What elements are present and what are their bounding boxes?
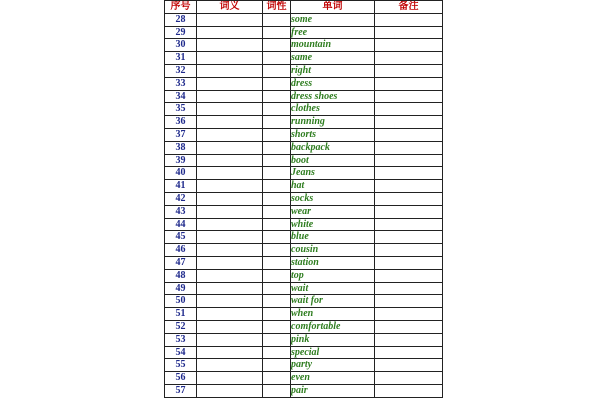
word-cell: shorts <box>291 128 375 141</box>
row-number: 38 <box>165 141 197 154</box>
part-of-speech-cell[interactable] <box>263 384 291 397</box>
notes-cell[interactable] <box>375 39 443 52</box>
meaning-cell[interactable] <box>197 167 263 180</box>
notes-cell[interactable] <box>375 308 443 321</box>
row-number: 52 <box>165 320 197 333</box>
word-cell: socks <box>291 192 375 205</box>
word-cell: comfortable <box>291 320 375 333</box>
table-row <box>165 128 443 141</box>
notes-cell[interactable] <box>375 333 443 346</box>
row-number: 37 <box>165 128 197 141</box>
table-row <box>165 52 443 65</box>
notes-cell[interactable] <box>375 384 443 397</box>
meaning-cell[interactable] <box>197 205 263 218</box>
word-cell: cousin <box>291 244 375 257</box>
table-row <box>165 282 443 295</box>
table-row <box>165 231 443 244</box>
table-row <box>165 192 443 205</box>
word-cell: pair <box>291 384 375 397</box>
part-of-speech-cell[interactable] <box>263 116 291 129</box>
meaning-cell[interactable] <box>197 269 263 282</box>
meaning-cell[interactable] <box>197 52 263 65</box>
table-header-row <box>165 1 443 14</box>
part-of-speech-cell[interactable] <box>263 218 291 231</box>
row-number: 32 <box>165 64 197 77</box>
vocabulary-sheet <box>164 0 443 398</box>
word-cell: when <box>291 308 375 321</box>
notes-cell[interactable] <box>375 103 443 116</box>
meaning-cell[interactable] <box>197 154 263 167</box>
row-number: 33 <box>165 77 197 90</box>
table-row <box>165 218 443 231</box>
notes-cell[interactable] <box>375 90 443 103</box>
table-row <box>165 384 443 397</box>
word-cell: right <box>291 64 375 77</box>
row-number: 35 <box>165 103 197 116</box>
table-row <box>165 64 443 77</box>
meaning-cell[interactable] <box>197 39 263 52</box>
table-row <box>165 26 443 39</box>
meaning-cell[interactable] <box>197 359 263 372</box>
meaning-cell[interactable] <box>197 308 263 321</box>
table-row <box>165 39 443 52</box>
row-number: 56 <box>165 372 197 385</box>
part-of-speech-cell[interactable] <box>263 231 291 244</box>
notes-cell[interactable] <box>375 13 443 26</box>
word-cell: even <box>291 372 375 385</box>
table-row <box>165 167 443 180</box>
table-row <box>165 256 443 269</box>
notes-cell[interactable] <box>375 26 443 39</box>
table-row <box>165 154 443 167</box>
table-row <box>165 13 443 26</box>
notes-cell[interactable] <box>375 372 443 385</box>
meaning-cell[interactable] <box>197 231 263 244</box>
row-number: 54 <box>165 346 197 359</box>
word-cell: hat <box>291 180 375 193</box>
meaning-cell[interactable] <box>197 218 263 231</box>
table-row <box>165 359 443 372</box>
part-of-speech-cell[interactable] <box>263 359 291 372</box>
row-number: 51 <box>165 308 197 321</box>
table-row <box>165 333 443 346</box>
meaning-cell[interactable] <box>197 384 263 397</box>
meaning-cell[interactable] <box>197 90 263 103</box>
meaning-cell[interactable] <box>197 141 263 154</box>
notes-cell[interactable] <box>375 128 443 141</box>
notes-cell[interactable] <box>375 359 443 372</box>
notes-cell[interactable] <box>375 295 443 308</box>
meaning-cell[interactable] <box>197 295 263 308</box>
table-row <box>165 269 443 282</box>
row-number: 30 <box>165 39 197 52</box>
meaning-cell[interactable] <box>197 333 263 346</box>
meaning-cell[interactable] <box>197 77 263 90</box>
notes-cell[interactable] <box>375 77 443 90</box>
word-cell: clothes <box>291 103 375 116</box>
word-cell: pink <box>291 333 375 346</box>
row-number: 42 <box>165 192 197 205</box>
word-cell: special <box>291 346 375 359</box>
meaning-cell[interactable] <box>197 320 263 333</box>
header-number: 序号 <box>165 1 197 14</box>
table-row <box>165 141 443 154</box>
part-of-speech-cell[interactable] <box>263 64 291 77</box>
meaning-cell[interactable] <box>197 192 263 205</box>
table-row <box>165 372 443 385</box>
meaning-cell[interactable] <box>197 116 263 129</box>
notes-cell[interactable] <box>375 64 443 77</box>
notes-cell[interactable] <box>375 154 443 167</box>
row-number: 36 <box>165 116 197 129</box>
part-of-speech-cell[interactable] <box>263 39 291 52</box>
word-cell: dress <box>291 77 375 90</box>
row-number: 47 <box>165 256 197 269</box>
notes-cell[interactable] <box>375 320 443 333</box>
word-cell: station <box>291 256 375 269</box>
part-of-speech-cell[interactable] <box>263 282 291 295</box>
word-cell: white <box>291 218 375 231</box>
row-number: 41 <box>165 180 197 193</box>
part-of-speech-cell[interactable] <box>263 205 291 218</box>
notes-cell[interactable] <box>375 52 443 65</box>
part-of-speech-cell[interactable] <box>263 154 291 167</box>
meaning-cell[interactable] <box>197 103 263 116</box>
notes-cell[interactable] <box>375 282 443 295</box>
table-row <box>165 244 443 257</box>
meaning-cell[interactable] <box>197 372 263 385</box>
notes-cell[interactable] <box>375 218 443 231</box>
vocabulary-table <box>164 0 443 398</box>
notes-cell[interactable] <box>375 244 443 257</box>
meaning-cell[interactable] <box>197 13 263 26</box>
table-row <box>165 205 443 218</box>
word-cell: backpack <box>291 141 375 154</box>
row-number: 28 <box>165 13 197 26</box>
part-of-speech-cell[interactable] <box>263 13 291 26</box>
part-of-speech-cell[interactable] <box>263 269 291 282</box>
row-number: 46 <box>165 244 197 257</box>
row-number: 43 <box>165 205 197 218</box>
word-cell: running <box>291 116 375 129</box>
notes-cell[interactable] <box>375 167 443 180</box>
notes-cell[interactable] <box>375 141 443 154</box>
row-number: 29 <box>165 26 197 39</box>
word-cell: boot <box>291 154 375 167</box>
word-cell: party <box>291 359 375 372</box>
row-number: 44 <box>165 218 197 231</box>
notes-cell[interactable] <box>375 231 443 244</box>
row-number: 34 <box>165 90 197 103</box>
row-number: 45 <box>165 231 197 244</box>
row-number: 48 <box>165 269 197 282</box>
part-of-speech-cell[interactable] <box>263 192 291 205</box>
table-row <box>165 295 443 308</box>
part-of-speech-cell[interactable] <box>263 77 291 90</box>
meaning-cell[interactable] <box>197 128 263 141</box>
table-row <box>165 90 443 103</box>
table-row <box>165 346 443 359</box>
table-body <box>165 13 443 397</box>
word-cell: wait for <box>291 295 375 308</box>
part-of-speech-cell[interactable] <box>263 295 291 308</box>
word-cell: blue <box>291 231 375 244</box>
header-part-of-speech: 词性 <box>263 1 291 14</box>
row-number: 57 <box>165 384 197 397</box>
part-of-speech-cell[interactable] <box>263 26 291 39</box>
word-cell: top <box>291 269 375 282</box>
notes-cell[interactable] <box>375 256 443 269</box>
part-of-speech-cell[interactable] <box>263 244 291 257</box>
notes-cell[interactable] <box>375 205 443 218</box>
meaning-cell[interactable] <box>197 256 263 269</box>
part-of-speech-cell[interactable] <box>263 256 291 269</box>
row-number: 55 <box>165 359 197 372</box>
part-of-speech-cell[interactable] <box>263 128 291 141</box>
meaning-cell[interactable] <box>197 26 263 39</box>
meaning-cell[interactable] <box>197 346 263 359</box>
header-word: 单词 <box>291 1 375 14</box>
word-cell: mountain <box>291 39 375 52</box>
word-cell: some <box>291 13 375 26</box>
row-number: 39 <box>165 154 197 167</box>
part-of-speech-cell[interactable] <box>263 308 291 321</box>
notes-cell[interactable] <box>375 346 443 359</box>
part-of-speech-cell[interactable] <box>263 372 291 385</box>
row-number: 31 <box>165 52 197 65</box>
table-row <box>165 180 443 193</box>
notes-cell[interactable] <box>375 116 443 129</box>
word-cell: free <box>291 26 375 39</box>
table-row <box>165 116 443 129</box>
header-meaning: 词义 <box>197 1 263 14</box>
row-number: 49 <box>165 282 197 295</box>
meaning-cell[interactable] <box>197 244 263 257</box>
word-cell: Jeans <box>291 167 375 180</box>
table-row <box>165 77 443 90</box>
notes-cell[interactable] <box>375 192 443 205</box>
row-number: 40 <box>165 167 197 180</box>
row-number: 53 <box>165 333 197 346</box>
part-of-speech-cell[interactable] <box>263 167 291 180</box>
meaning-cell[interactable] <box>197 180 263 193</box>
part-of-speech-cell[interactable] <box>263 103 291 116</box>
part-of-speech-cell[interactable] <box>263 141 291 154</box>
part-of-speech-cell[interactable] <box>263 333 291 346</box>
table-row <box>165 320 443 333</box>
header-notes: 备注 <box>375 1 443 14</box>
meaning-cell[interactable] <box>197 64 263 77</box>
part-of-speech-cell[interactable] <box>263 90 291 103</box>
part-of-speech-cell[interactable] <box>263 346 291 359</box>
word-cell: same <box>291 52 375 65</box>
part-of-speech-cell[interactable] <box>263 52 291 65</box>
table-row <box>165 308 443 321</box>
word-cell: wait <box>291 282 375 295</box>
part-of-speech-cell[interactable] <box>263 180 291 193</box>
meaning-cell[interactable] <box>197 282 263 295</box>
row-number: 50 <box>165 295 197 308</box>
notes-cell[interactable] <box>375 180 443 193</box>
notes-cell[interactable] <box>375 269 443 282</box>
part-of-speech-cell[interactable] <box>263 320 291 333</box>
word-cell: wear <box>291 205 375 218</box>
word-cell: dress shoes <box>291 90 375 103</box>
table-row <box>165 103 443 116</box>
